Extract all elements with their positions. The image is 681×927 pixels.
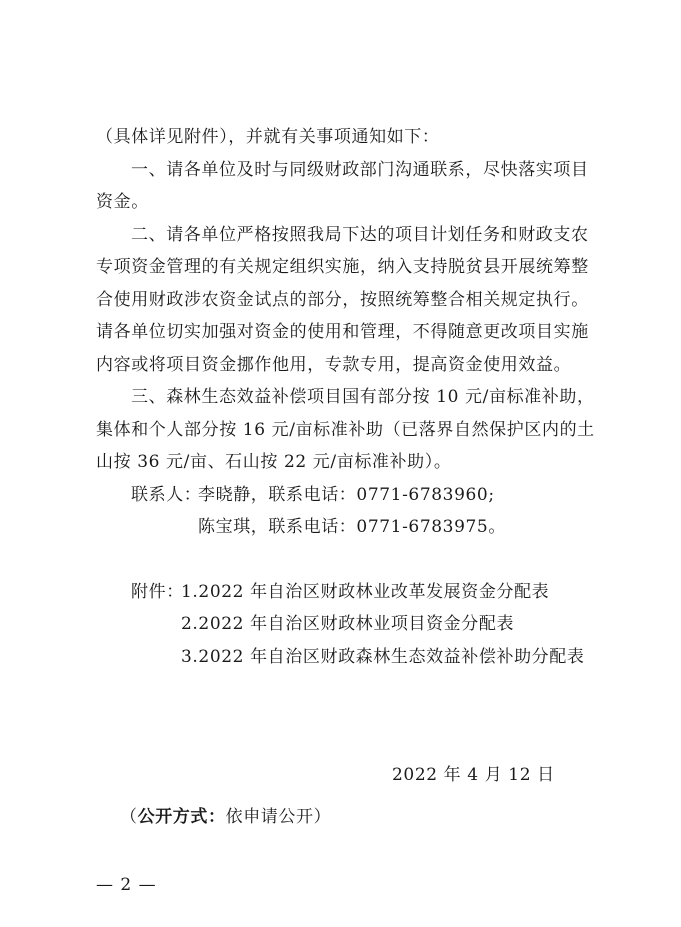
- disclosure-line: [120, 807, 331, 827]
- body-line-11: 山按 36 元/亩、石山按 22 元/亩标准补助）。: [96, 452, 452, 472]
- body-line-6: 合使用财政涉农资金试点的部分，按照统筹整合相关规定执行。: [96, 290, 589, 310]
- disclosure-label: 公开方式：: [137, 807, 226, 827]
- contact-second: 陈宝琪，联系电话：0771-6783975。: [198, 517, 506, 537]
- body-line-5: 专项资金管理的有关规定组织实施，纳入支持脱贫县开展统筹整: [96, 257, 589, 277]
- page-number: — 2 —: [96, 875, 157, 895]
- body-line-10: 集体和个人部分按 16 元/亩标准补助（已落界自然保护区内的土: [96, 420, 595, 440]
- attachment-item-3: 3.2022 年自治区财政森林生态效益补偿补助分配表: [181, 647, 585, 667]
- body-line-9: 三、森林生态效益补偿项目国有部分按 10 元/亩标准补助，: [131, 387, 595, 407]
- body-line-3: 资金。: [96, 192, 149, 212]
- body-line-2: 一、请各单位及时与同级财政部门沟通联系，尽快落实项目: [131, 160, 589, 180]
- attachment-item-2: 2.2022 年自治区财政林业项目资金分配表: [181, 614, 515, 634]
- disclosure-value: 依申请公开）: [225, 807, 332, 827]
- attachments-label: 附件：: [131, 582, 184, 602]
- document-date: 2022 年 4 月 12 日: [392, 765, 555, 785]
- body-line-8: 内容或将项目资金挪作他用，专款专用，提高资金使用效益。: [96, 355, 572, 375]
- body-line-7: 请各单位切实加强对资金的使用和管理，不得随意更改项目实施: [96, 322, 589, 342]
- contact-label: 联系人：: [131, 485, 202, 505]
- body-line-1: （具体详见附件），并就有关事项通知如下：: [96, 127, 440, 147]
- contact-first: 李晓静，联系电话：0771-6783960;: [198, 485, 495, 505]
- attachment-item-1: 1.2022 年自治区财政林业改革发展资金分配表: [181, 582, 550, 602]
- disclosure-open-paren: （: [120, 807, 138, 827]
- body-line-4: 二、请各单位严格按照我局下达的项目计划任务和财政支农: [131, 225, 589, 245]
